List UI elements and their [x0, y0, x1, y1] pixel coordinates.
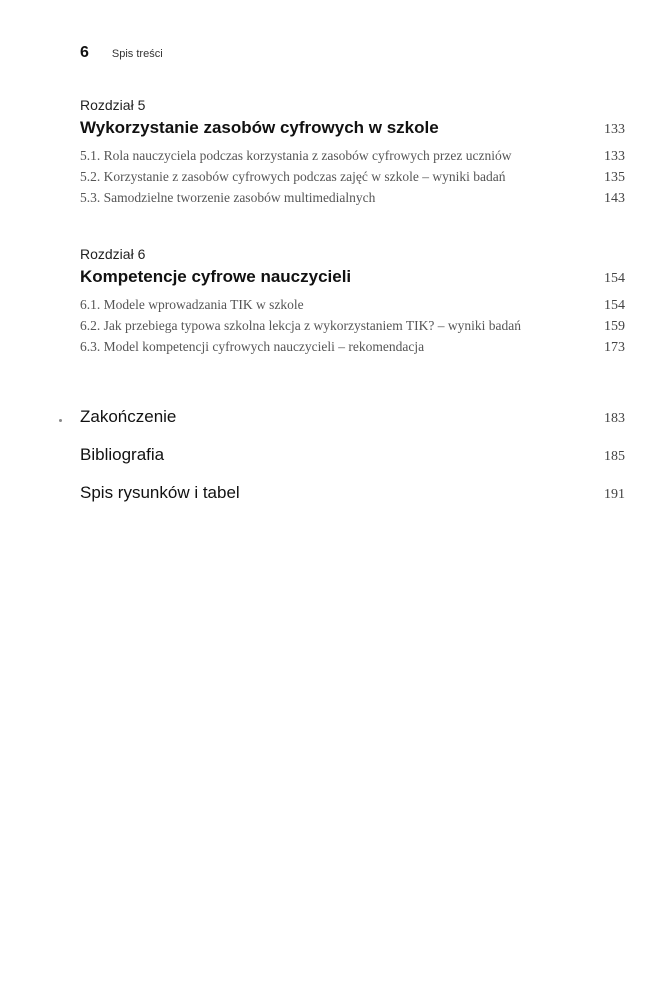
- section-title: 6.3. Model kompetencji cyfrowych nauczycieli – rekomendacja: [80, 339, 425, 354]
- page-number: 6: [80, 44, 89, 61]
- toc-section-row[interactable]: [80, 297, 625, 318]
- section-page: 133: [604, 149, 625, 164]
- chapter-title-row[interactable]: [80, 118, 625, 138]
- section-page: 159: [604, 319, 625, 334]
- section-title: 5.2. Korzystanie z zasobów cyfrowych podczas zajęć w szkole – wyniki badań: [80, 169, 506, 184]
- end-matter-title: Spis rysunków i tabel: [80, 483, 240, 502]
- section-title: 5.3. Samodzielne tworzenie zasobów multimedialnych: [80, 190, 376, 205]
- toc-section-row[interactable]: [80, 318, 625, 339]
- end-matter-title: Zakończenie: [80, 407, 177, 426]
- section-title: 5.1. Rola nauczyciela podczas korzystania z zasobów cyfrowych przez uczniów: [80, 148, 512, 163]
- section-title: 6.2. Jak przebiega typowa szkolna lekcja z wykorzystaniem TIK? – wyniki badań: [80, 318, 521, 333]
- toc-section-row[interactable]: [80, 190, 625, 211]
- toc-section-row[interactable]: [80, 148, 625, 169]
- section-list: [80, 297, 625, 360]
- section-title: 6.1. Modele wprowadzania TIK w szkole: [80, 297, 304, 312]
- running-head: [80, 44, 163, 62]
- chapter-page: 154: [604, 271, 625, 286]
- toc-chapter-6: [80, 246, 625, 360]
- toc-end-bibliografia[interactable]: [80, 445, 625, 465]
- chapter-label: Rozdział 5: [80, 97, 146, 113]
- end-matter-page: 183: [604, 411, 625, 426]
- running-head-title: Spis treści: [111, 48, 163, 60]
- chapter-label: Rozdział 6: [80, 246, 146, 262]
- end-matter-page: 191: [604, 487, 625, 502]
- toc-end-spis-rysunkow[interactable]: [80, 483, 625, 503]
- toc-section-row[interactable]: [80, 169, 625, 190]
- toc-end-zakonczenie[interactable]: [80, 407, 625, 427]
- toc-chapter-5: [80, 97, 625, 211]
- end-matter-page: 185: [604, 449, 625, 464]
- chapter-title: Kompetencje cyfrowe nauczycieli: [80, 267, 352, 286]
- chapter-page: 133: [604, 122, 625, 137]
- scan-speck: [59, 419, 62, 422]
- section-list: [80, 148, 625, 211]
- section-page: 143: [604, 191, 625, 206]
- chapter-title-row[interactable]: [80, 267, 625, 287]
- toc-section-row[interactable]: [80, 339, 625, 360]
- chapter-title: Wykorzystanie zasobów cyfrowych w szkole: [80, 118, 439, 137]
- section-page: 135: [604, 170, 625, 185]
- section-page: 173: [604, 340, 625, 355]
- section-page: 154: [604, 298, 625, 313]
- end-matter-title: Bibliografia: [80, 445, 165, 464]
